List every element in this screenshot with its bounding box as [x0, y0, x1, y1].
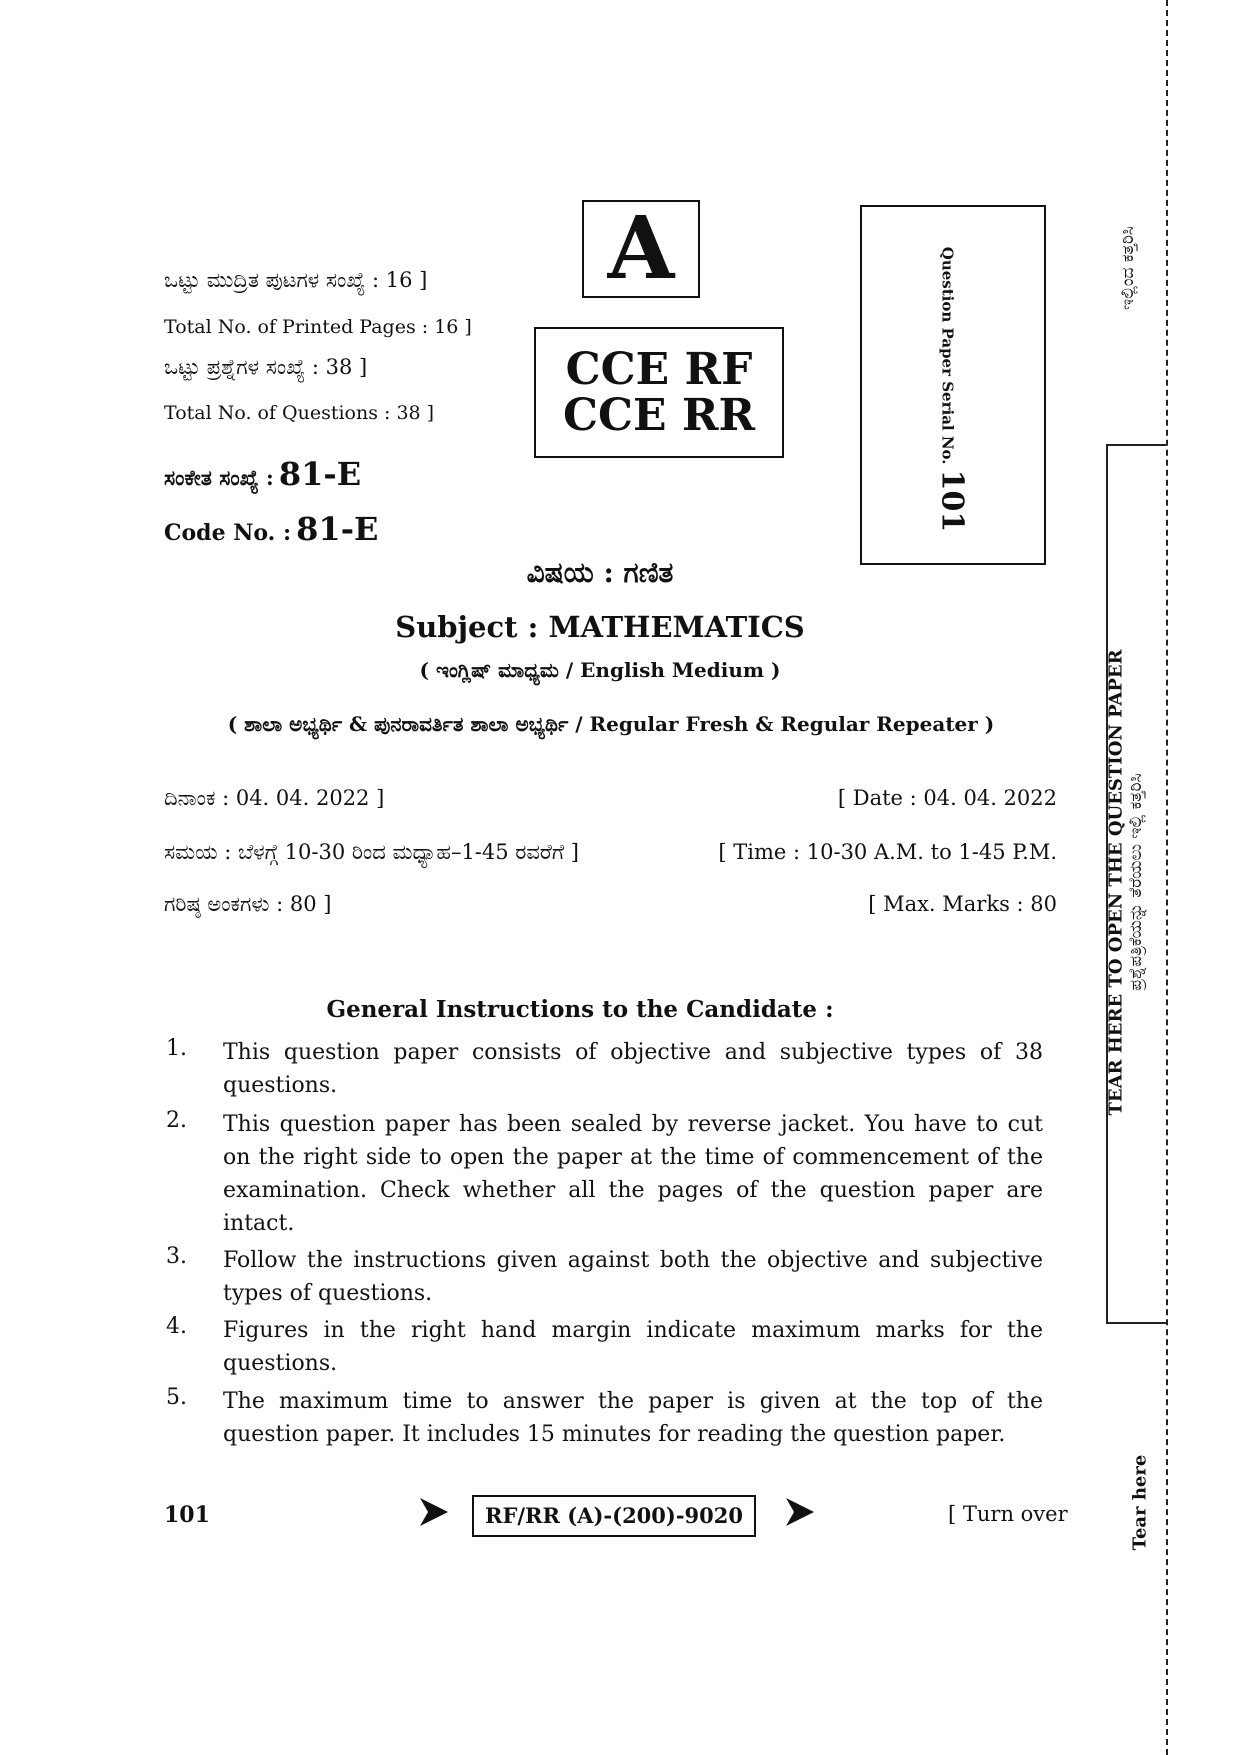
time-kannada: ಸಮಯ : ಬೆಳಗ್ಗೆ 10-30 ರಿಂದ ಮಧ್ಯಾಹ–1-45 ರವರೆಗೆ ]: [164, 840, 579, 864]
footer-page-code: 101: [164, 1502, 210, 1528]
time-english: [ Time : 10-30 A.M. to 1-45 P.M.: [718, 840, 1057, 864]
marks-english: [ Max. Marks : 80: [868, 892, 1057, 916]
kannada-code: [164, 455, 361, 493]
total-pages: Total No. of Printed Pages : 16 ]: [164, 316, 472, 338]
serial-label: Question Paper Serial No.: [938, 246, 957, 465]
version-box: [582, 200, 700, 298]
instruction-text: Figures in the right hand margin indicate maximum marks for the questions.: [223, 1318, 1043, 1376]
kannada-code-value: 81-E: [278, 455, 362, 493]
instructions-title: General Instructions to the Candidate :: [326, 996, 834, 1023]
date-kannada: ದಿನಾಂಕ : 04. 04. 2022 ]: [164, 786, 385, 810]
kannada-pages: ಒಟ್ಟು ಮುದ್ರಿತ ಪುಟಗಳ ಸಂಖ್ಯೆ : 16 ]: [164, 268, 428, 292]
version-letter: A: [607, 198, 675, 299]
cce-line-2: CCE RR: [562, 389, 756, 441]
code-label: Code No. :: [164, 520, 292, 546]
code-number: [164, 510, 378, 548]
tear-dashed-line[interactable]: [1166, 0, 1168, 1755]
code-value: 81-E: [296, 510, 379, 548]
serial-text: [935, 220, 970, 560]
instruction-number: 1.: [166, 1036, 187, 1061]
tear-kannada: ಪ್ರಶ್ನೆಪತ್ರಿಕೆಯನ್ನು ತೆರೆಯಲು ಇಲ್ಲಿ ಕತ್ತರಿಸಿ: [1126, 773, 1146, 991]
footer-center-code: RF/RR (A)-(200)-9020: [472, 1495, 756, 1537]
subject-english: Subject : MATHEMATICS: [395, 610, 805, 644]
tear-label: TEAR HERE TO OPEN THE QUESTION PAPER: [1105, 649, 1127, 1116]
instruction-number: 2.: [166, 1108, 187, 1133]
kannada-questions: ಒಟ್ಟು ಪ್ರಶ್ನೆಗಳ ಸಂಖ್ಯೆ : 38 ]: [164, 355, 368, 379]
cce-line-1: CCE RF: [565, 343, 753, 395]
subject-kannada: ವಿಷಯ : ಗಣಿತ: [526, 556, 674, 589]
arrow-right-icon: [784, 1496, 816, 1537]
instruction-text: Follow the instructions given against both the objective and subjective types of questions.: [223, 1248, 1043, 1306]
date-english: [ Date : 04. 04. 2022: [837, 786, 1057, 810]
candidate-type: ( ಶಾಲಾ ಅಭ್ಯರ್ಥಿ & ಪುನರಾವರ್ತಿತ ಶಾಲಾ ಅಭ್ಯರ್ಥಿ / Regular Fresh & Regular Repeater ): [227, 712, 995, 736]
tear-here: Tear here: [1129, 1454, 1151, 1551]
turn-over: [ Turn over: [948, 1502, 1068, 1526]
serial-box: [860, 205, 1046, 565]
kannada-code-label: ಸಂಕೇತ ಸಂಖ್ಯೆ :: [164, 465, 274, 490]
instruction-number: 5.: [166, 1385, 187, 1410]
serial-value: 101: [934, 469, 970, 533]
instruction-text: This question paper consists of objective and subjective types of 38 questions.: [223, 1040, 1043, 1098]
total-questions: Total No. of Questions : 38 ]: [164, 402, 435, 424]
arrow-right-icon: [418, 1496, 450, 1537]
side-kannada-top: ಇಲ್ಲಿಂದ ಕತ್ತರಿಸಿ: [1118, 226, 1138, 310]
instruction-number: 3.: [166, 1244, 187, 1269]
marks-kannada: ಗರಿಷ್ಠ ಅಂಕಗಳು : 80 ]: [164, 892, 332, 916]
medium: ( ಇಂಗ್ಲಿಷ್ ಮಾಧ್ಯಮ / English Medium ): [419, 658, 781, 682]
instruction-text: The maximum time to answer the paper is given at the top of the question paper. It includes 15 minutes for reading the question paper.: [223, 1389, 1043, 1447]
instruction-text: This question paper has been sealed by reverse jacket. You have to cut on the right side to open the paper at the time of commencement of the examination. Check whether all the pages of the question paper are intact.: [223, 1112, 1043, 1236]
instruction-number: 4.: [166, 1314, 187, 1339]
cce-box: [534, 327, 784, 458]
